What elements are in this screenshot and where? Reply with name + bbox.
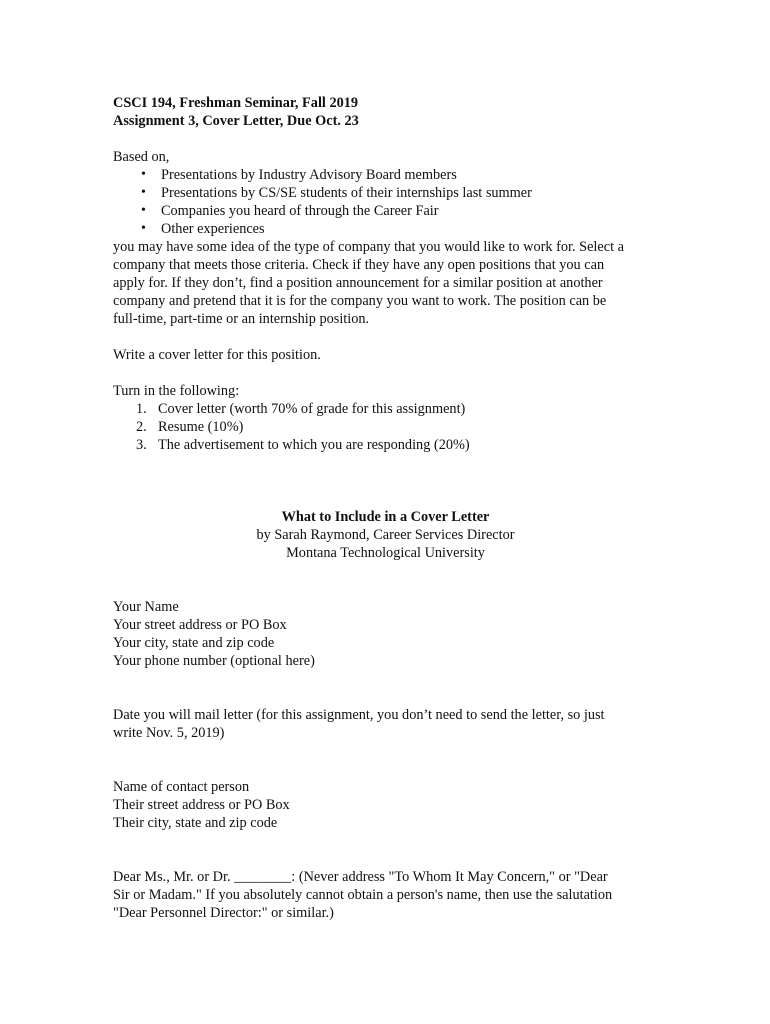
date-line: write Nov. 5, 2019) (113, 725, 225, 741)
intro-paragraph (113, 238, 658, 328)
assignment-title: Assignment 3, Cover Letter, Due Oct. 23 (113, 113, 359, 129)
recipient-line: Their street address or PO Box (113, 797, 290, 813)
paragraph-line: apply for. If they don’t, find a position announcement for a similar position at another (113, 275, 603, 291)
paragraph-line: you may have some idea of the type of company that you would like to work for. Select a (113, 239, 624, 255)
document-page (113, 94, 658, 922)
instruction-text: Write a cover letter for this position. (113, 347, 321, 363)
salutation-line: Dear Ms., Mr. or Dr. ________: (Never address "To Whom It May Concern," or "Dear (113, 869, 608, 885)
sender-address-block (113, 598, 658, 670)
numbered-item (113, 400, 658, 418)
sender-line: Your city, state and zip code (113, 635, 275, 651)
guide-org: Montana Technological University (286, 545, 485, 561)
guide-title: What to Include in a Cover Letter (281, 509, 490, 525)
turn-in-list (113, 400, 658, 454)
sender-line: Your Name (113, 599, 179, 615)
salutation-line: Sir or Madam." If you absolutely cannot obtain a person's name, then use the salutation (113, 887, 613, 903)
date-note (113, 706, 658, 742)
bullet-item: • Other experiences (113, 220, 658, 238)
item-text: Resume (10%) (158, 419, 244, 435)
item-number: 1. (136, 401, 147, 417)
bullet-item: • Presentations by Industry Advisory Board members (113, 166, 658, 184)
intro-lead: Based on, (113, 149, 170, 165)
turn-in-lead: Turn in the following: (113, 383, 240, 399)
item-number: 3. (136, 437, 147, 453)
recipient-line: Their city, state and zip code (113, 815, 278, 831)
salutation-line: "Dear Personnel Director:" or similar.) (113, 905, 334, 921)
item-text: The advertisement to which you are responding (20%) (158, 437, 470, 453)
paragraph-line: company and pretend that it is for the company you want to work. The position can be (113, 293, 607, 309)
bullet-item: • Presentations by CS/SE students of their internships last summer (113, 184, 658, 202)
source-bullet-list (113, 166, 658, 238)
item-text: Cover letter (worth 70% of grade for this assignment) (158, 401, 466, 417)
numbered-item (113, 436, 658, 454)
course-title: CSCI 194, Freshman Seminar, Fall 2019 (113, 95, 359, 111)
item-number: 2. (136, 419, 147, 435)
bullet-item: • Companies you heard of through the Career Fair (113, 202, 658, 220)
salutation-note (113, 868, 658, 922)
recipient-address-block (113, 778, 658, 832)
paragraph-line: full-time, part-time or an internship position. (113, 311, 370, 327)
guide-header (113, 508, 658, 562)
date-line: Date you will mail letter (for this assignment, you don’t need to send the letter, so just (113, 707, 605, 723)
sender-line: Your phone number (optional here) (113, 653, 315, 669)
numbered-item (113, 418, 658, 436)
paragraph-line: company that meets those criteria. Check if they have any open positions that you can (113, 257, 605, 273)
sender-line: Your street address or PO Box (113, 617, 287, 633)
guide-byline: by Sarah Raymond, Career Services Director (256, 527, 515, 543)
recipient-line: Name of contact person (113, 779, 250, 795)
